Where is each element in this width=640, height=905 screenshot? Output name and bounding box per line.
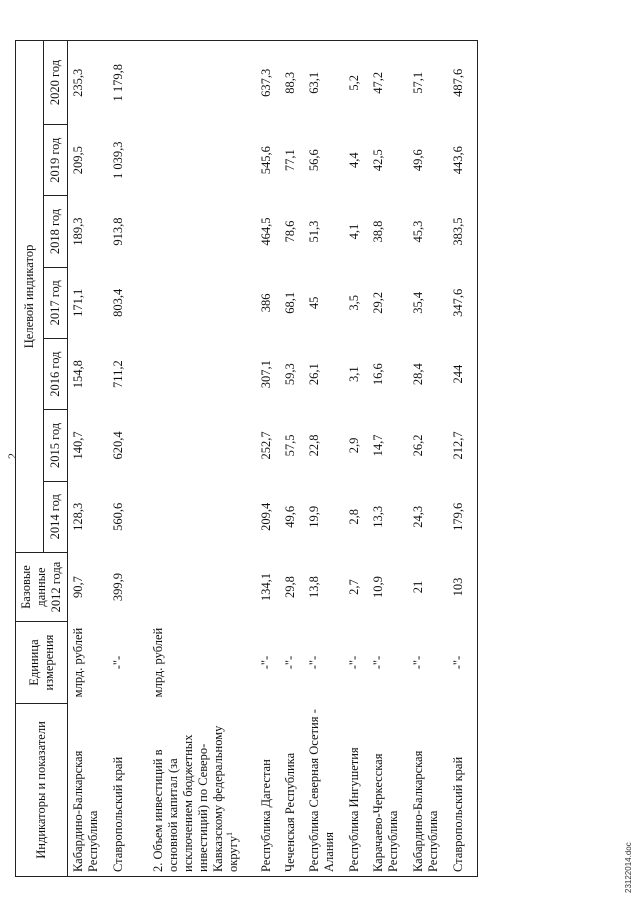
row-year-value: 26,1 [306,363,321,386]
header-year: 2018 год [44,196,68,267]
table-row [280,41,304,877]
row-year-value [148,267,256,338]
row-year-value: 212,7 [448,410,478,481]
table-row [108,41,148,877]
row-year-value: 545,6 [258,146,273,175]
header-indicator: Индикаторы и показатели [16,703,68,876]
row-year-value: 3,5 [346,295,361,311]
row-unit: -"- [258,655,273,670]
row-year-value: 4,4 [346,152,361,168]
row-year-value: 209,4 [258,502,273,531]
row-year-value: 189,3 [71,217,85,246]
row-year-value: 3,1 [346,366,361,382]
row-unit: -"- [346,655,361,670]
row-year-value: 29,2 [370,291,385,314]
row-year-value: 244 [448,338,478,409]
row-indicator-name [304,703,344,876]
row-year-value: 51,3 [306,220,321,243]
row-year-value: 68,1 [282,291,297,314]
row-year-value [148,196,256,267]
row-year-value: 487,6 [448,41,478,125]
row-year-value: 171,1 [71,288,85,317]
row-indicator-label: Ставропольский край [450,756,465,872]
row-indicator-name [108,703,148,876]
row-year-value: 47,2 [368,41,408,125]
row-year-value: 42,5 [370,149,385,172]
row-year-value: 14,7 [370,434,385,457]
row-year-value: 49,6 [410,149,425,172]
row-year-value: 57,1 [408,41,448,125]
row-year-value: 45,3 [410,220,425,243]
header-year: 2015 год [44,410,68,481]
row-indicator-label: Республика Северная Осетия - Алания [306,709,336,872]
row-year-value: 19,9 [306,505,321,528]
row-indicator-name [68,703,108,876]
indicator-table [15,40,478,877]
row-year-value: 28,4 [410,363,425,386]
row-year-value: 209,5 [71,146,85,175]
row-year-value: 1 179,8 [108,41,148,125]
row-year-value: 179,6 [448,481,478,552]
row-base-value: 103 [448,552,478,621]
row-indicator-label: Республика Дагестан [258,759,273,872]
row-year-value: 26,2 [410,434,425,457]
row-year-value: 78,6 [282,220,297,243]
row-indicator-label: Республика Ингушетия [346,747,361,872]
row-unit: -"- [370,655,385,670]
header-year: 2020 год [44,41,68,125]
table-row [408,41,448,877]
row-base-value: 90,7 [71,576,85,598]
row-year-value: 16,6 [370,363,385,386]
table-body [68,41,478,877]
row-base-value: 399,9 [110,572,125,602]
row-year-value: 24,3 [410,505,425,528]
table-row [256,41,280,877]
row-base-value: 29,8 [282,576,297,598]
row-year-value: 13,3 [370,505,385,528]
header-target-indicator: Целевой индикатор [16,41,44,553]
row-year-value: 22,8 [306,434,321,457]
row-year-value [148,410,256,481]
row-year-value: 4,1 [346,223,361,240]
row-year-value [148,481,256,552]
row-indicator-label: Карачаево-Черкесская Республика [370,753,400,872]
row-year-value: 383,5 [448,196,478,267]
row-indicator-name [448,703,478,876]
row-year-value: 913,8 [110,217,125,246]
table-row [304,41,344,877]
row-year-value: 560,6 [110,502,125,531]
row-year-value: 35,4 [410,291,425,314]
table-row [344,41,368,877]
row-year-value: 154,8 [71,360,85,389]
row-year-value: 49,6 [282,505,297,528]
row-base-value: 10,9 [370,576,385,598]
row-base-value: 21 [410,580,425,594]
row-year-value: 56,6 [306,149,321,172]
row-year-value: 5,2 [344,41,368,125]
row-year-value: 140,7 [71,431,85,460]
row-year-value: 252,7 [258,431,273,460]
row-indicator-name [280,703,304,876]
row-year-value [148,41,256,125]
row-indicator-name [368,703,408,876]
row-base-value: 13,8 [306,576,321,598]
row-year-value: 88,3 [280,41,304,125]
row-year-value: 235,3 [68,41,108,125]
row-unit: -"- [410,655,425,670]
row-year-value: 57,5 [282,434,297,457]
row-year-value: 45 [306,296,321,310]
row-year-value: 620,4 [110,431,125,460]
row-year-value: 63,1 [304,41,344,125]
row-year-value: 386 [258,293,273,313]
header-unit: Единица измерения [16,622,68,704]
row-year-value: 2,8 [346,508,361,525]
row-indicator-name [408,703,448,876]
row-year-value: 38,8 [370,220,385,243]
row-year-value: 307,1 [258,360,273,389]
header-year: 2019 год [44,125,68,196]
row-indicator-label: Кабардино-Балкарская Республика [71,750,100,872]
footnote-marker: 1 [224,831,234,836]
footer-filename: 23122014.doc [624,842,633,893]
table-row [148,41,256,877]
table-row [448,41,478,877]
row-unit: -"- [110,655,125,670]
row-year-value [148,338,256,409]
row-year-value: 803,4 [110,288,125,317]
row-year-value: 347,6 [448,267,478,338]
row-year-value: 443,6 [448,125,478,196]
table-row [68,41,108,877]
row-indicator-name [344,703,368,876]
header-year: 2017 год [44,267,68,338]
row-indicator-label: Ставропольский край [110,756,125,872]
header-base: Базовые данные 2012 года [16,552,68,621]
table-row [368,41,408,877]
row-year-value: 637,3 [256,41,280,125]
row-year-value: 464,5 [258,217,273,246]
row-indicator-label: Кабардино-Балкарская Республика [410,750,440,872]
row-indicator-label: Чеченская Республика [282,752,297,872]
row-unit: -"- [282,655,297,670]
row-year-value: 128,3 [71,502,85,531]
row-year-value: 2,9 [346,437,361,454]
row-unit: -"- [448,622,478,704]
page-number: 2 [5,453,19,459]
row-indicator-label: 2. Объем инвестиций в основной капитал (за исключением бюджетных инвестиций) по Северо-Кавказскому федеральному округу [150,725,240,872]
row-year-value: 77,1 [282,149,297,172]
row-unit: млрд. рублей [71,627,85,698]
row-indicator-name [148,703,256,876]
row-unit: -"- [306,655,321,670]
row-unit: млрд. рублей [150,627,165,698]
row-year-value: 1 039,3 [110,141,125,179]
row-year-value: 711,2 [110,360,125,388]
row-base-value: 134,1 [258,572,273,602]
row-year-value: 59,3 [282,363,297,386]
row-year-value [148,125,256,196]
row-base-value [148,552,256,621]
header-year: 2014 год [44,481,68,552]
header-year: 2016 год [44,338,68,409]
row-base-value: 2,7 [346,579,361,595]
row-indicator-name [256,703,280,876]
